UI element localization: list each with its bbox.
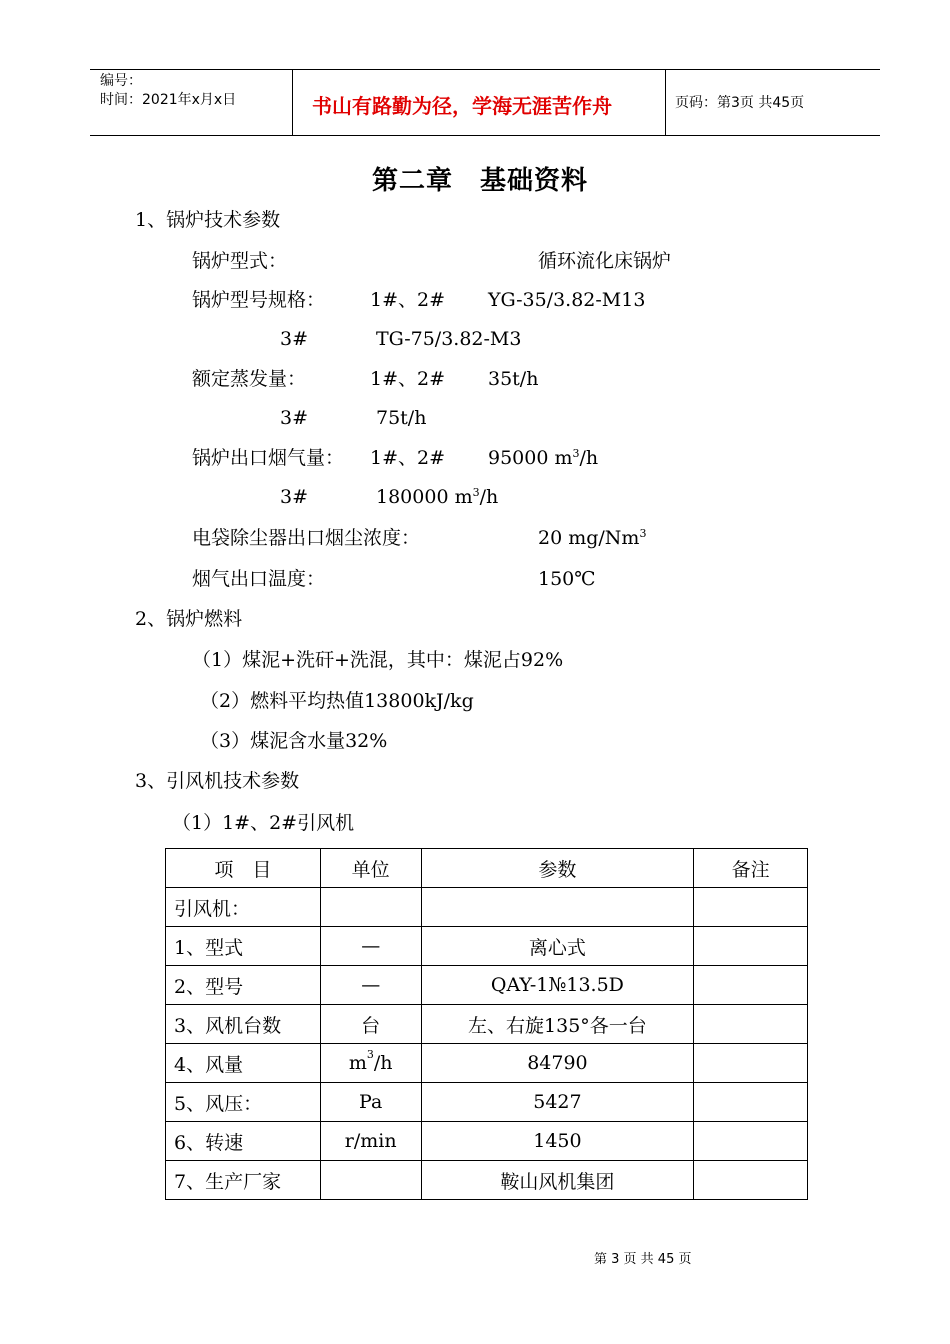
steam-2-value: 75t/h bbox=[376, 407, 427, 429]
row-item: 3、风机台数 bbox=[166, 1005, 321, 1044]
table-row bbox=[166, 1044, 808, 1083]
header-item: 项 目 bbox=[166, 849, 321, 888]
flue-1-superscript: 3 bbox=[572, 447, 580, 460]
section-3-title: 3、引风机技术参数 bbox=[135, 770, 300, 792]
row-note bbox=[694, 1005, 808, 1044]
row-unit: — bbox=[320, 966, 421, 1005]
chapter-title: 第二章 基础资料 bbox=[372, 166, 589, 196]
fan-parameters-table bbox=[165, 848, 808, 1200]
row-note bbox=[694, 1044, 808, 1083]
row-note bbox=[694, 1161, 808, 1200]
temp-label: 烟气出口温度： bbox=[192, 568, 326, 590]
fuel-item-1: （1）煤泥+洗矸+洗混，其中：煤泥占92% bbox=[192, 649, 564, 671]
fuel-item-2: （2）燃料平均热值13800kJ/kg bbox=[200, 690, 474, 712]
row-unit bbox=[320, 1161, 421, 1200]
row-unit: Pa bbox=[320, 1083, 421, 1122]
header-bottom-rule bbox=[90, 135, 880, 136]
steam-1-value: 35t/h bbox=[488, 368, 539, 390]
table-row bbox=[166, 1122, 808, 1161]
boiler-type-label: 锅炉型式： bbox=[192, 250, 288, 272]
steam-1-units: 1#、2# bbox=[370, 368, 446, 390]
row-param bbox=[421, 888, 694, 927]
table-row bbox=[166, 1083, 808, 1122]
row-param: 左、右旋135°各一台 bbox=[421, 1005, 694, 1044]
steam-2-units: 3# bbox=[280, 407, 309, 429]
row-item: 2、型号 bbox=[166, 966, 321, 1005]
row-note bbox=[694, 1083, 808, 1122]
row-unit: r/min bbox=[320, 1122, 421, 1161]
dust-value bbox=[538, 526, 646, 550]
section-1-title: 1、锅炉技术参数 bbox=[135, 209, 281, 231]
header-divider-left bbox=[292, 69, 293, 136]
row-note bbox=[694, 966, 808, 1005]
header-page-label: 页码：第3页 共45页 bbox=[675, 95, 805, 111]
flue-2-superscript: 3 bbox=[472, 486, 480, 499]
flue-2-unit-tail: /h bbox=[479, 486, 499, 508]
flue-1-units: 1#、2# bbox=[370, 447, 446, 469]
flue-1-number: 95000 m bbox=[488, 447, 573, 469]
table-row bbox=[166, 966, 808, 1005]
row-param: 鞍山风机集团 bbox=[421, 1161, 694, 1200]
row-item: 引风机： bbox=[166, 888, 321, 927]
model-1-value: YG-35/3.82-M13 bbox=[488, 289, 646, 311]
row-param: 5427 bbox=[421, 1083, 694, 1122]
dust-number: 20 mg/Nm bbox=[538, 527, 640, 549]
header-motto: 书山有路勤为径，学海无涯苦作舟 bbox=[312, 94, 612, 118]
temp-value: 150℃ bbox=[538, 568, 596, 590]
table-row bbox=[166, 927, 808, 966]
table-row bbox=[166, 888, 808, 927]
model-2-value: TG-75/3.82-M3 bbox=[376, 328, 522, 350]
header-time-label: 时间：2021年x月x日 bbox=[100, 92, 237, 108]
flue-1-value bbox=[488, 446, 598, 470]
row-param: QAY-1№13.5D bbox=[421, 966, 694, 1005]
row-item: 5、风压： bbox=[166, 1083, 321, 1122]
row-param: 离心式 bbox=[421, 927, 694, 966]
model-label: 锅炉型号规格： bbox=[192, 289, 326, 311]
row-note bbox=[694, 888, 808, 927]
row-unit-tail: /h bbox=[373, 1052, 393, 1074]
header-top-rule bbox=[90, 69, 880, 70]
row-param: 84790 bbox=[421, 1044, 694, 1083]
fuel-item-3: （3）煤泥含水量32% bbox=[200, 730, 388, 752]
row-note bbox=[694, 927, 808, 966]
flue-2-units: 3# bbox=[280, 486, 309, 508]
row-item: 4、风量 bbox=[166, 1044, 321, 1083]
section-2-title: 2、锅炉燃料 bbox=[135, 608, 243, 630]
header-param: 参数 bbox=[421, 849, 694, 888]
table-row bbox=[166, 1005, 808, 1044]
row-unit: — bbox=[320, 927, 421, 966]
header-number-label: 编号： bbox=[100, 73, 142, 89]
page-footer: 第 3 页 共 45 页 bbox=[594, 1252, 692, 1267]
row-unit-base: m bbox=[348, 1052, 367, 1074]
header-unit: 单位 bbox=[320, 849, 421, 888]
flue-2-number: 180000 m bbox=[376, 486, 473, 508]
row-item: 6、转速 bbox=[166, 1122, 321, 1161]
row-unit bbox=[320, 888, 421, 927]
row-unit bbox=[320, 1044, 421, 1083]
flue-2-value bbox=[376, 485, 498, 509]
table-row bbox=[166, 1161, 808, 1200]
row-note bbox=[694, 1122, 808, 1161]
model-1-units: 1#、2# bbox=[370, 289, 446, 311]
model-2-units: 3# bbox=[280, 328, 309, 350]
steam-label: 额定蒸发量： bbox=[192, 368, 307, 390]
dust-label: 电袋除尘器出口烟尘浓度： bbox=[192, 527, 421, 549]
flue-label: 锅炉出口烟气量： bbox=[192, 447, 345, 469]
row-param: 1450 bbox=[421, 1122, 694, 1161]
table-header-row bbox=[166, 849, 808, 888]
fan-subtitle: （1）1#、2#引风机 bbox=[172, 812, 355, 834]
flue-1-unit-tail: /h bbox=[579, 447, 599, 469]
row-item: 1、型式 bbox=[166, 927, 321, 966]
header-divider-right bbox=[665, 69, 666, 136]
row-unit: 台 bbox=[320, 1005, 421, 1044]
boiler-type-value: 循环流化床锅炉 bbox=[538, 250, 672, 272]
header-note: 备注 bbox=[694, 849, 808, 888]
row-item: 7、生产厂家 bbox=[166, 1161, 321, 1200]
dust-superscript: 3 bbox=[639, 527, 647, 540]
row-unit-superscript: 3 bbox=[366, 1048, 374, 1061]
